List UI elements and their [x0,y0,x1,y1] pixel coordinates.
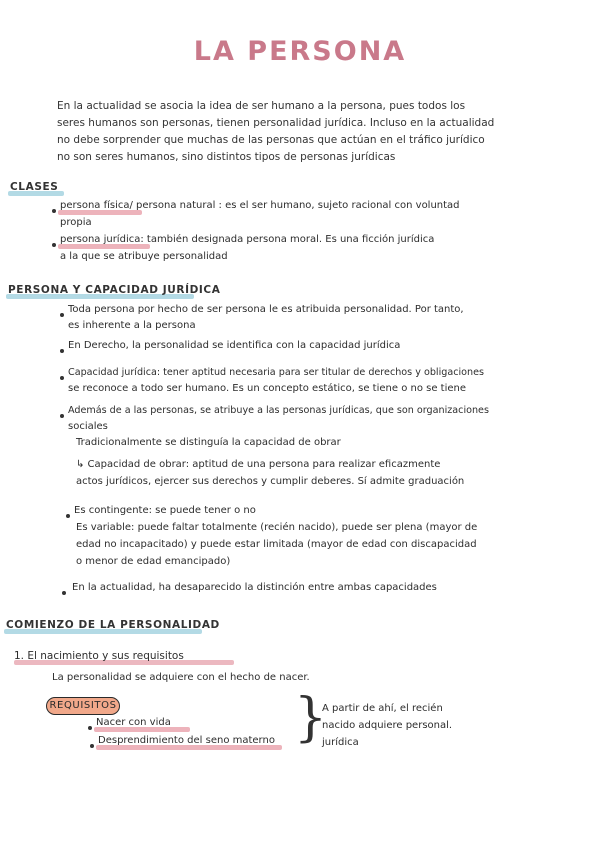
bullet-dot [62,591,66,595]
bullet-dot [52,243,56,247]
bullet-dot [52,209,56,213]
capacidad-b4-l3: Tradicionalmente se distinguía la capacidad de obrar [76,437,341,448]
capacidad-b6-l1: En la actualidad, ha desaparecido la distinción entre ambas capacidades [72,582,437,593]
capacidad-b1-l1: Toda persona por hecho de ser persona le es atribuida personalidad. Por tanto, [68,304,464,315]
bullet-dot [88,726,92,730]
bullet-dot [66,514,70,518]
intro-line-4: no son seres humanos, sino distintos tipos de personas jurídicas [57,151,396,163]
term-persona-fisica: persona física [60,200,130,211]
term-desprendimiento: Desprendimiento [98,735,184,746]
clases-item-1-line2: propia [60,217,92,228]
capacidad-b4-l2: sociales [68,421,108,432]
clases-item-1-rest: / persona natural : es el ser humano, sujeto racional con voluntad [129,200,460,211]
capacidad-b4-l1: Además de a las personas, se atribuye a las personas jurídicas, que son organizaciones [68,405,489,416]
capacidad-heading: PERSONA Y CAPACIDAD JURÍDICA [8,284,221,296]
bullet-dot [90,744,94,748]
requisito-2 [98,735,275,746]
clases-item-1 [60,200,460,211]
clases-heading: CLASES [10,181,59,193]
bullet-dot [60,376,64,380]
brace-note-line-3: jurídica [322,737,359,748]
brace-note-line-2: nacido adquiere personal. [322,720,453,731]
comienzo-heading: COMIENZO DE LA PERSONALIDAD [6,619,220,631]
brace-note-line-1: A partir de ahí, el recién [322,703,443,714]
capacidad-b5-l4: o menor de edad emancipado) [76,556,231,567]
intro-line-1: En la actualidad se asocia la idea de ser humano a la persona, pues todos los [57,100,466,112]
comienzo-line: La personalidad se adquiere con el hecho de nacer. [52,672,310,683]
capacidad-b5-l1: Es contingente: se puede tener o no [74,505,256,516]
capacidad-b2-l1: En Derecho, la personalidad se identifica con la capacidad jurídica [68,340,401,351]
requisito-1: Nacer con vida [96,717,171,728]
capacidad-b4-l4: ↳ Capacidad de obrar: aptitud de una persona para realizar eficazmente [76,459,441,470]
capacidad-b1-l2: es inherente a la persona [68,320,196,331]
capacidad-b3-l1: Capacidad jurídica: tener aptitud necesaria para ser titular de derechos y obligaciones [68,367,484,378]
bullet-dot [60,349,64,353]
clases-item-2-line2: a la que se atribuye personalidad [60,251,228,262]
capacidad-b3-l2: se reconoce a todo ser humano. Es un concepto estático, se tiene o no se tiene [68,383,467,394]
capacidad-b5-l2: Es variable: puede faltar totalmente (recién nacido), puede ser plena (mayor de [76,522,478,533]
requisitos-pill: REQUISITOS [46,697,120,715]
right-brace: } [294,688,328,748]
capacidad-b5-l3: edad no incapacitado) y puede estar limitada (mayor de edad con discapacidad [76,539,477,550]
clases-item-2-rest: : también designada persona moral. Es una ficción jurídica [140,234,435,245]
bullet-dot [60,414,64,418]
requisito-2-rest: del seno materno [187,735,275,746]
bullet-dot [60,313,64,317]
page-title: LA PERSONA [193,36,407,67]
comienzo-subheading: 1. El nacimiento y sus requisitos [14,650,184,662]
intro-line-2: seres humanos son personas, tienen personalidad jurídica. Incluso en la actualidad [57,117,495,129]
capacidad-b4-l5: actos jurídicos, ejercer sus derechos y cumplir deberes. Sí admite graduación [76,476,465,487]
intro-line-3: no debe sorprender que muchas de las personas que actúan en el tráfico jurídico [57,134,485,146]
clases-item-2 [60,234,434,245]
term-persona-juridica: persona jurídica [60,234,141,245]
